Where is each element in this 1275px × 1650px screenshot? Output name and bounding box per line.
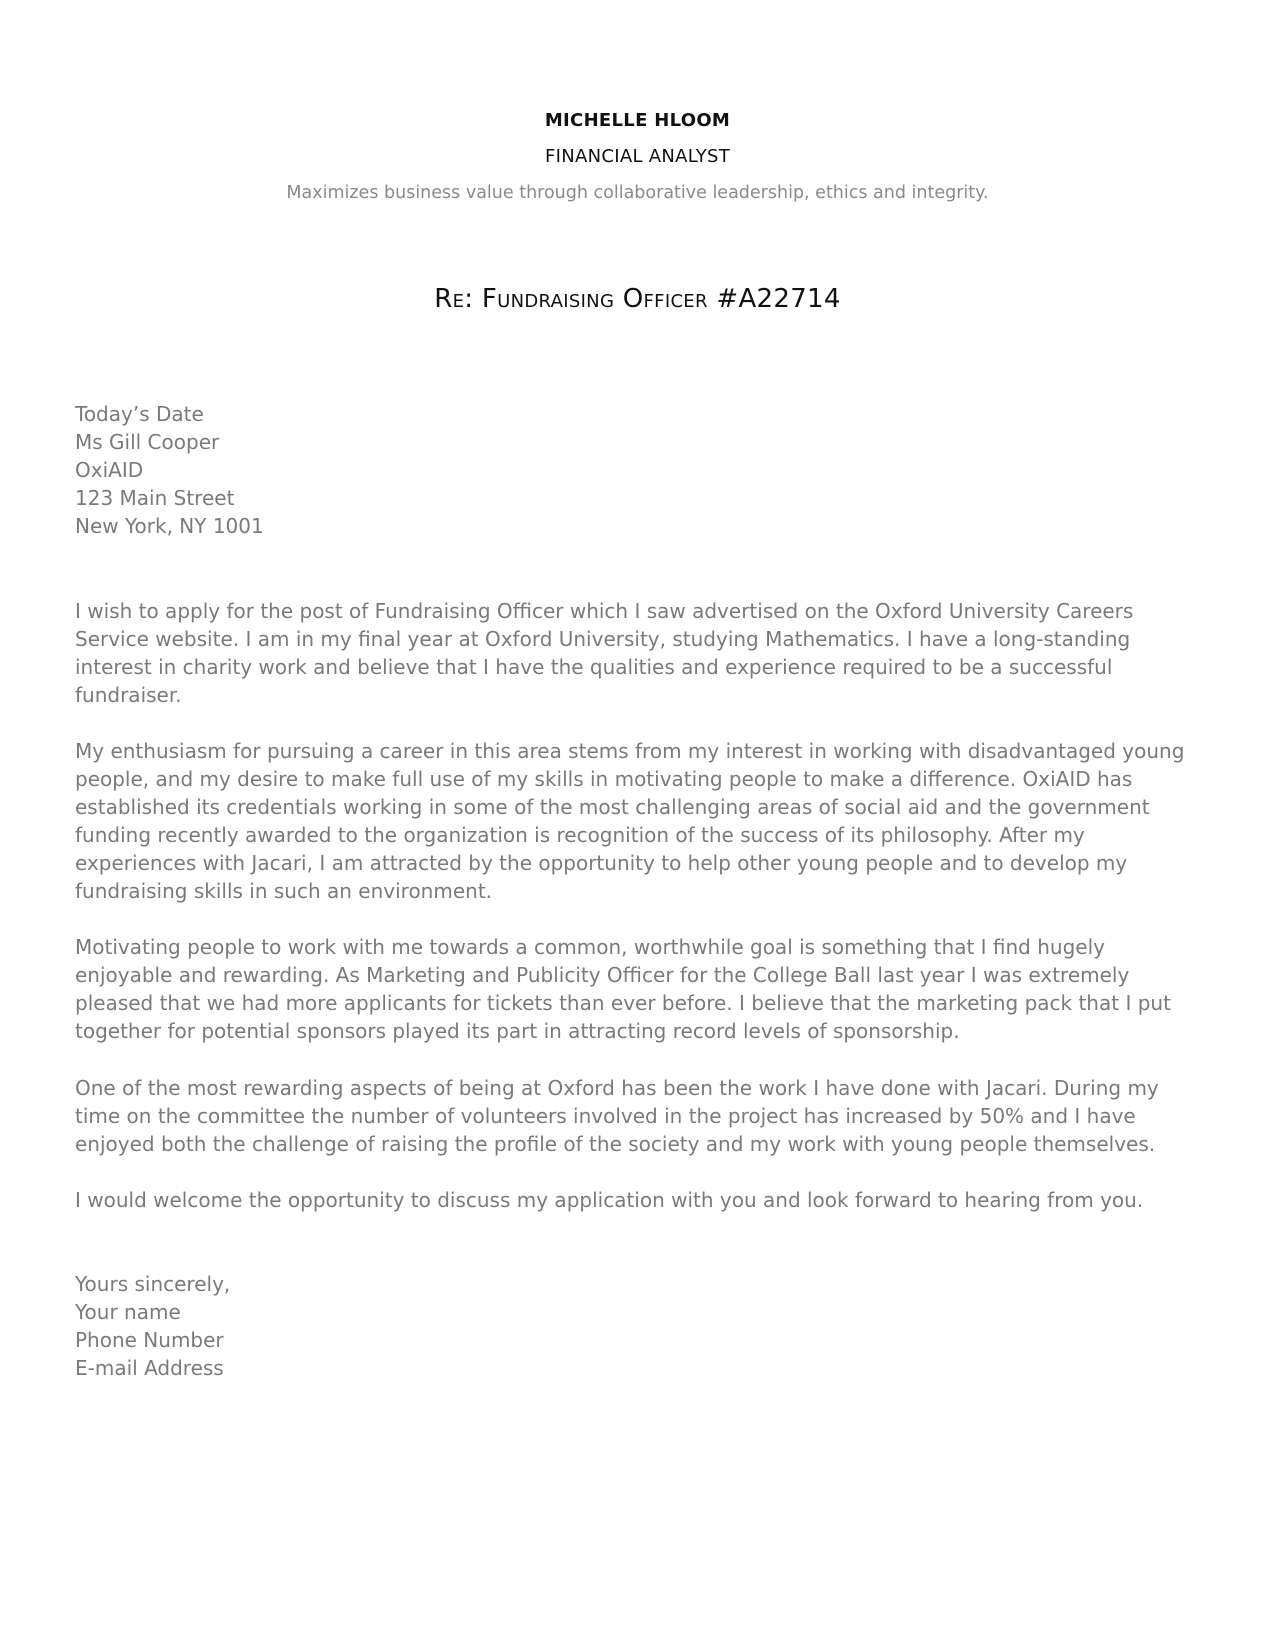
body-paragraph-3: Motivating people to work with me towards a common, worthwhile goal is something that I find hugely enjoyable and rewarding. As Marketing and Publicity Officer for the College Ball last year I was extremely pleased that we had more applicants for tickets than ever before. I believe that the marketing pack that I put together for potential sponsors played its part in attracting record levels of sponsorship. — [75, 935, 1171, 1043]
recipient-address — [75, 400, 1200, 540]
signer-phone: Phone Number — [75, 1328, 224, 1352]
signer-email: E-mail Address — [75, 1356, 224, 1380]
applicant-name: MICHELLE HLOOM — [544, 110, 731, 131]
recipient-street: 123 Main Street — [75, 486, 235, 510]
recipient-city: New York, NY 1001 — [75, 514, 264, 538]
body-paragraph-4: One of the most rewarding aspects of being at Oxford has been the work I have done with Jacari. During my time on the committee the number of volunteers involved in the project has increased by 50% and I have enjoyed both the challenge of raising the profile of the society and my work with young people themselves. — [75, 1076, 1159, 1156]
letter-date: Today’s Date — [75, 402, 204, 426]
applicant-role: FINANCIAL ANALYST — [544, 146, 731, 167]
body-paragraph-1: I wish to apply for the post of Fundraising Officer which I saw advertised on the Oxford University Careers Service website. I am in my final year at Oxford University, studying Mathematics. I have a long-standing interest in charity work and believe that I have the qualities and experience required to be a successful fundraiser. — [75, 599, 1134, 707]
signer-name: Your name — [75, 1300, 181, 1324]
applicant-tagline: Maximizes business value through collaborative leadership, ethics and integrity. — [286, 183, 989, 203]
letter-closing — [75, 1270, 1200, 1382]
recipient-company: OxiAID — [75, 458, 144, 482]
body-paragraph-5: I would welcome the opportunity to discuss my application with you and look forward to hearing from you. — [75, 1188, 1144, 1212]
recipient-name: Ms Gill Cooper — [75, 430, 220, 454]
closing-salutation: Yours sincerely, — [75, 1272, 231, 1296]
reference-line: Re: Fundraising Officer #A22714 — [434, 284, 841, 314]
body-paragraph-2: My enthusiasm for pursuing a career in this area stems from my interest in working with disadvantaged young people, and my desire to make full use of my skills in motivating people to make a difference. OxiAID has established its credentials working in some of the most challenging areas of social aid and the government funding recently awarded to the organization is recognition of the success of its philosophy. After my experiences with Jacari, I am attracted by the opportunity to help other young people and to develop my fundraising skills in such an environment. — [75, 739, 1185, 903]
